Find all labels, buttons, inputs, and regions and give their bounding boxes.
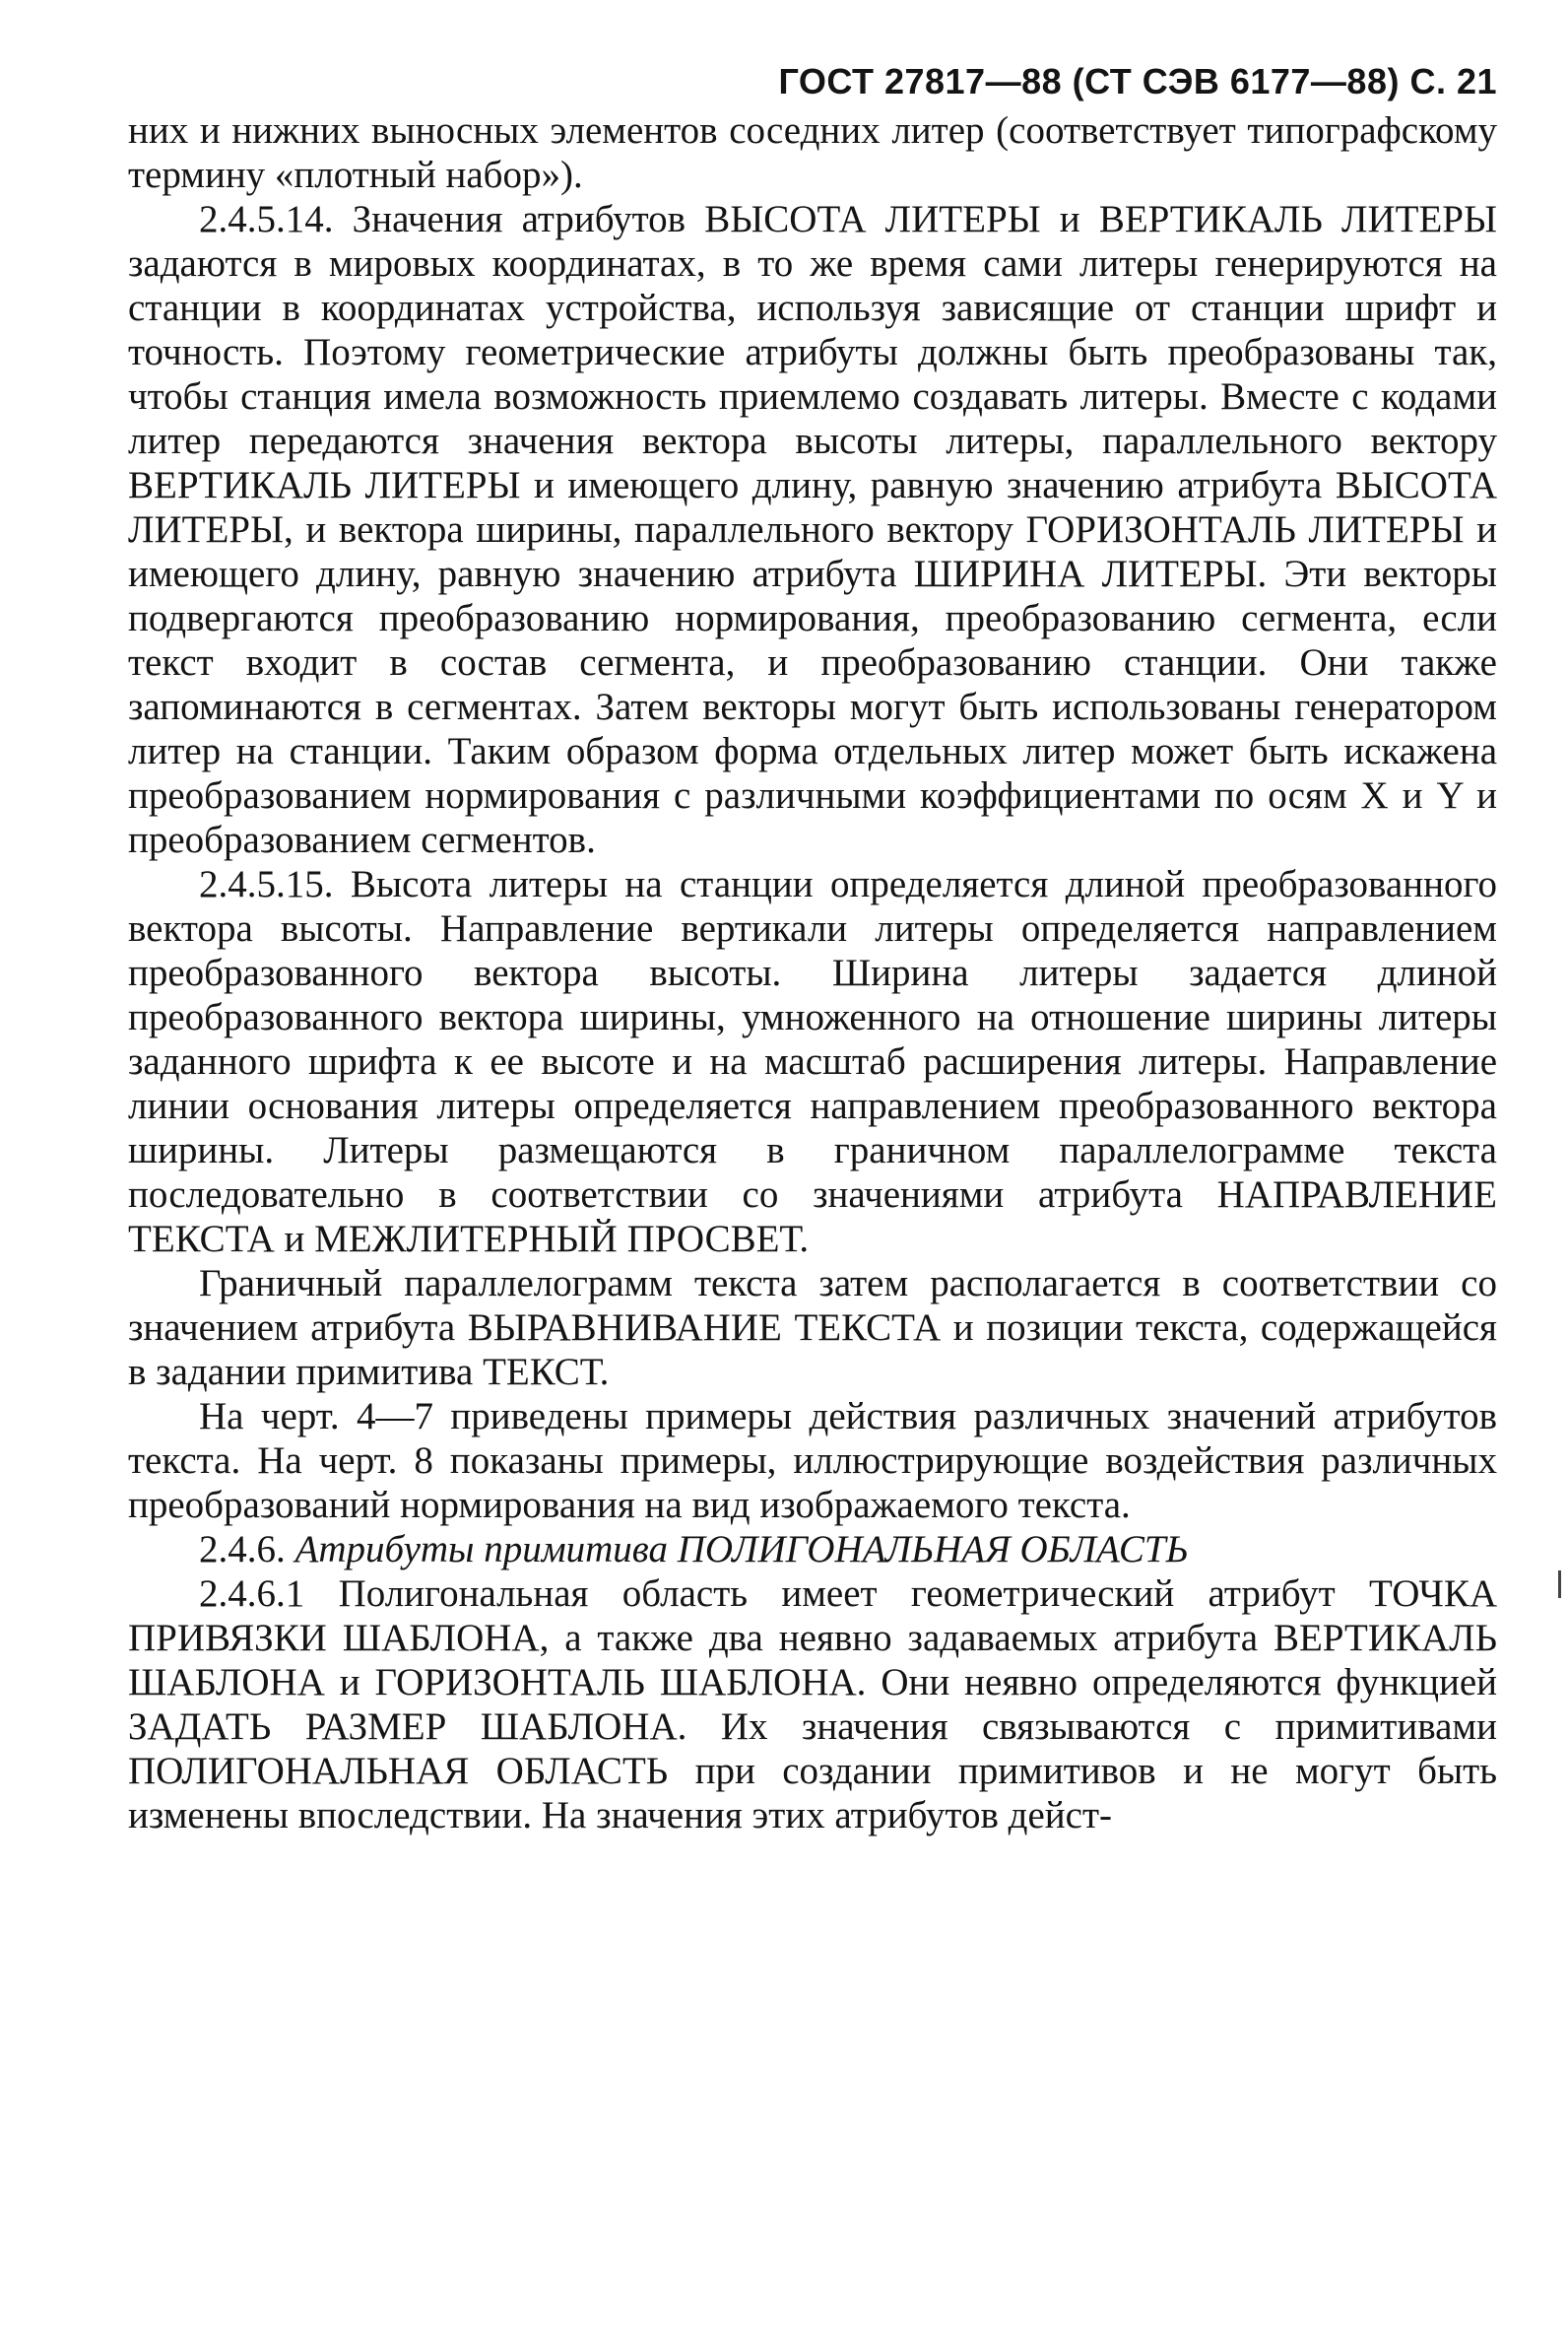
section-heading-2-4-6 <box>128 1527 1497 1571</box>
paragraph-figures: На черт. 4—7 приведены примеры действия различных значений атрибутов текста. На черт. 8 показаны примеры, иллюстрирующие воздействия различных преобразований нормирования на вид изображаемого текста. <box>128 1395 1497 1526</box>
paragraph-2-4-5-14: 2.4.5.14. Значения атрибутов ВЫСОТА ЛИТЕРЫ и ВЕРТИКАЛЬ ЛИТЕРЫ задаются в мировых координатах, в то же время сами литеры генерируются на станции в координатах устройства, используя зависящие от станции шрифт и точность. Поэтому геометрические атрибуты должны быть преобразованы так, чтобы станция имела возможность приемлемо создавать литеры. Вместе с кодами литер передаются значения вектора высоты литеры, параллельного вектору ВЕРТИКАЛЬ ЛИТЕРЫ и имеющего длину, равную значению атрибута ВЫСОТА ЛИТЕРЫ, и вектора ширины, параллельного вектору ГОРИЗОНТАЛЬ ЛИТЕРЫ и имеющего длину, равную значению атрибута ШИРИНА ЛИТЕРЫ. Эти векторы подвергаются преобразованию нормирования, преобразованию сегмента, если текст входит в состав сегмента, и преобразованию станции. Они также запоминаются в сегментах. Затем векторы могут быть использованы генератором литер на станции. Таким образом форма отдельных литер может быть искажена преобразованием нормирования с различными коэффициентами по осям X и Y и преобразованием сегментов. <box>128 198 1497 861</box>
paragraph-continuation: них и нижних выносных элементов соседних литер (соответствует типографскому термину «плотный набор»). <box>128 109 1497 196</box>
paragraph-2-4-6-1: 2.4.6.1 Полигональная область имеет геометрический атрибут ТОЧКА ПРИВЯЗКИ ШАБЛОНА, а также два неявно задаваемых атрибута ВЕРТИКАЛЬ ШАБЛОНА и ГОРИЗОНТАЛЬ ШАБЛОНА. Они неявно определяются функцией ЗАДАТЬ РАЗМЕР ШАБЛОНА. Их значения связываются с примитивами ПОЛИГОНАЛЬНАЯ ОБЛАСТЬ при создании примитивов и не могут быть изменены впоследствии. На значения этих атрибутов дейст- <box>128 1572 1497 1836</box>
paragraph-bounding-parallelogram: Граничный параллелограмм текста затем располагается в соответствии со значением атрибута ВЫРАВНИВАНИЕ ТЕКСТА и позиции текста, содержащейся в задании примитива ТЕКСТ. <box>128 1262 1497 1393</box>
section-number: 2.4.6. <box>199 1528 286 1570</box>
paragraph-2-4-5-15: 2.4.5.15. Высота литеры на станции определяется длиной преобразованного вектора высоты. Направление вертикали литеры определяется направлением преобразованного вектора высоты. Ширина литеры задается длиной преобразованного вектора ширины, умноженного на отношение ширины литеры заданного шрифта к ее высоте и на масштаб расширения литеры. Направление линии основания литеры определяется направлением преобразованного вектора ширины. Литеры размещаются в граничном параллелограмме текста последовательно в соответствии со значениями атрибута НАПРАВЛЕНИЕ ТЕКСТА и МЕЖЛИТЕРНЫЙ ПРОСВЕТ. <box>128 863 1497 1260</box>
running-header: ГОСТ 27817—88 (СТ СЭВ 6177—88) С. 21 <box>778 61 1497 101</box>
section-title: Атрибуты примитива ПОЛИГОНАЛЬНАЯ ОБЛАСТЬ <box>294 1528 1189 1570</box>
document-page <box>128 61 1497 1837</box>
margin-mark <box>1558 1570 1561 1598</box>
